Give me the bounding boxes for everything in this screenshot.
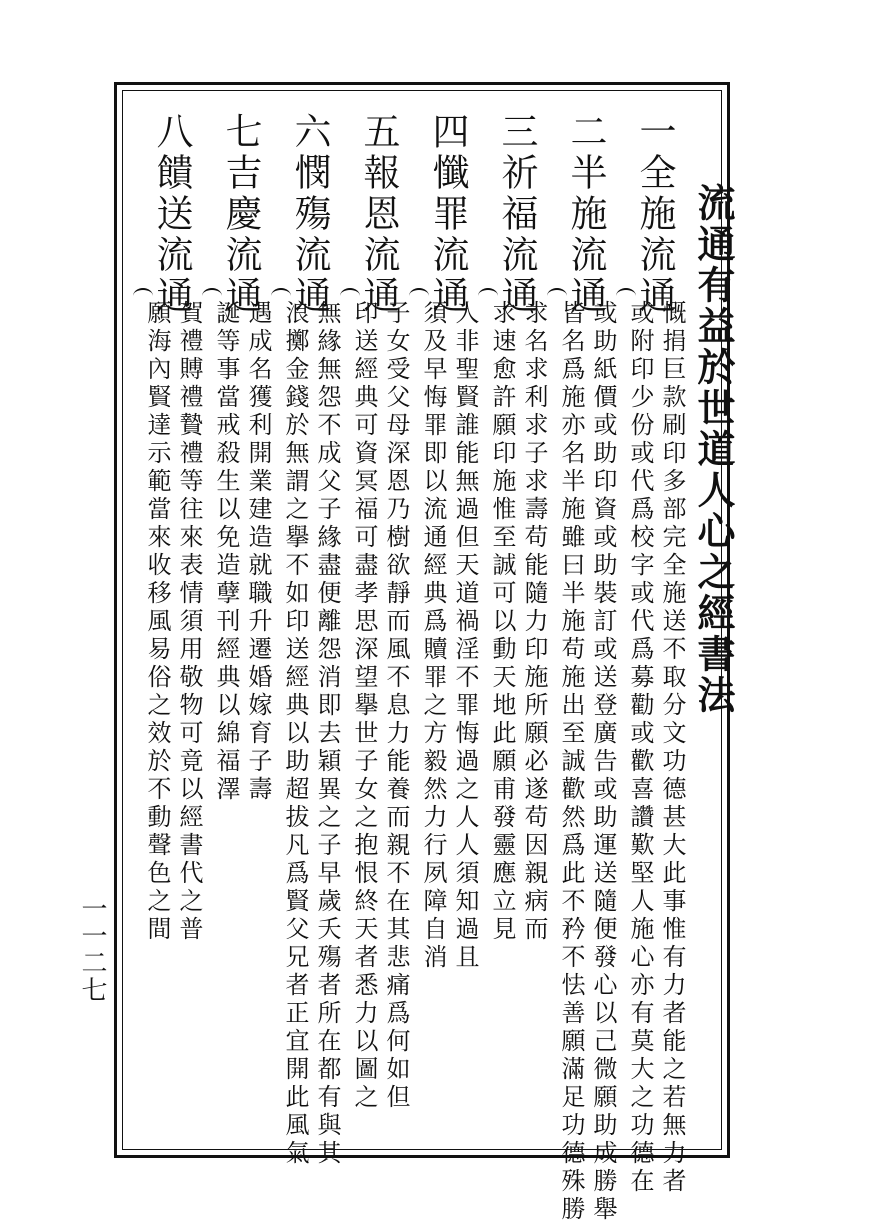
section-2 bbox=[555, 112, 619, 1224]
section-heading: 三祈福流通 bbox=[495, 112, 538, 317]
section-line: 或助紙價或助印資或助裝訂或送登廣告或助運送隨便發心以己微願助成勝舉 bbox=[589, 300, 617, 1224]
section-heading: 五報恩流通 bbox=[357, 112, 400, 317]
document-title: 流通有益於世道人心之經書法 bbox=[691, 183, 736, 716]
page-number: 一一二七 bbox=[77, 895, 107, 1003]
section-line: 遇成名獲利開業建造就職升遷婚嫁育子壽 bbox=[244, 300, 272, 804]
section-line: 皆名爲施亦名半施雖曰半施苟施出至誠歡然爲此不矜不怯善願滿足功德殊勝 bbox=[557, 300, 585, 1224]
section-line: 賀禮賻禮贄禮等往來表情須用敬物可竟以經書代之普 bbox=[175, 300, 203, 944]
section-4 bbox=[417, 112, 481, 1052]
section-line: 印送經典可資冥福可盡孝思深望擧世子女之抱恨終天者悉力以圖之 bbox=[350, 300, 378, 1112]
section-heading: 二半施流通 bbox=[564, 112, 607, 317]
section-body bbox=[486, 288, 550, 944]
section-8 bbox=[141, 112, 205, 1052]
section-5 bbox=[348, 112, 412, 1112]
section-body bbox=[348, 288, 412, 1112]
section-body bbox=[279, 288, 343, 1168]
section-line: 求速愈許願印施惟至誠可以動天地此願甫發靈應立見 bbox=[488, 300, 516, 944]
section-heading: 四懺罪流通 bbox=[426, 112, 469, 317]
section-line: 或附印少份或代爲校字或代爲募勸或歡喜讚歎堅人施心亦有莫大之功德在 bbox=[626, 300, 654, 1196]
section-body bbox=[624, 288, 688, 1196]
section-line: 誕等事當戒殺生以免造孽刊經典以綿福澤 bbox=[212, 300, 240, 804]
section-heading: 六憫殤流通 bbox=[288, 112, 331, 317]
section-line: 須及早悔罪即以流通經典爲贖罪之方毅然力行夙障自消 bbox=[419, 300, 447, 972]
section-heading: 八饋送流通 bbox=[150, 112, 193, 317]
section-body bbox=[210, 288, 274, 804]
section-heading: 七吉慶流通 bbox=[219, 112, 262, 317]
section-6 bbox=[279, 112, 343, 1168]
section-line: 子女受父母深恩乃樹欲靜而風不息力能養而親不在其悲痛爲何如但 bbox=[382, 300, 410, 1112]
section-line: 人非聖賢誰能無過但天道禍淫不罪悔過之人人須知過且 bbox=[451, 300, 479, 972]
section-line: 無緣無怨不成父子緣盡便離怨消即去穎異之子早歲夭殤者所在都有與其 bbox=[313, 300, 341, 1168]
section-line: 求名求利求子求壽苟能隨力印施所願必遂苟因親病而 bbox=[520, 300, 548, 944]
section-7 bbox=[210, 112, 274, 1052]
section-line: 慨捐巨款刷印多部完全施送不取分文功德甚大此事惟有力者能之若無力者 bbox=[658, 300, 686, 1196]
section-line: 浪擲金錢於無謂之擧不如印送經典以助超拔凡爲賢父兄者正宜開此風氣 bbox=[281, 300, 309, 1168]
section-heading: 一全施流通 bbox=[633, 112, 676, 317]
section-body bbox=[555, 288, 619, 1224]
section-3 bbox=[486, 112, 550, 1052]
section-body bbox=[141, 288, 205, 944]
section-body bbox=[417, 288, 481, 972]
section-1 bbox=[624, 112, 688, 1196]
section-line: 願海內賢達示範當來收移風易俗之效於不動聲色之間 bbox=[143, 300, 171, 944]
